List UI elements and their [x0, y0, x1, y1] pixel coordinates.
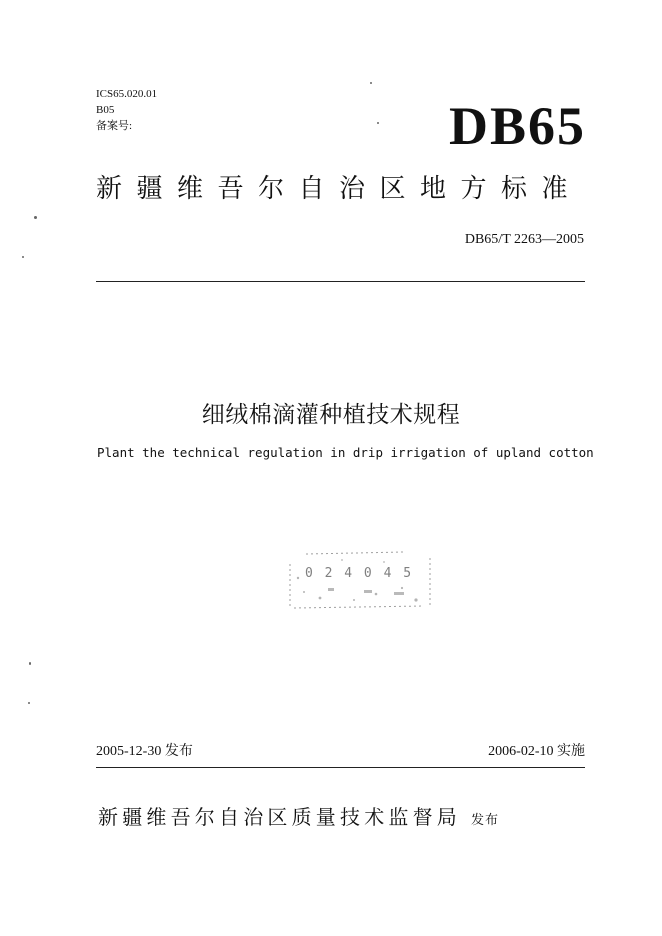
scan-speck	[34, 216, 37, 219]
header-divider	[96, 281, 585, 282]
standard-title: 新疆维吾尔自治区地方标准	[96, 174, 583, 204]
class-code: B05	[96, 104, 115, 116]
publisher-release-label: 发布	[471, 813, 500, 828]
standard-code: DB65	[448, 96, 586, 156]
scan-speck	[28, 702, 30, 704]
document-title-en: Plant the technical regulation in drip irrigation of upland cotton	[97, 445, 594, 460]
standard-number: DB65/T 2263—2005	[464, 232, 584, 247]
scan-speck	[377, 122, 379, 124]
document-title-cn: 细绒棉滴灌种植技术规程	[201, 402, 461, 428]
footer-divider	[96, 767, 585, 768]
publisher-line	[98, 802, 499, 836]
scan-speck	[22, 256, 24, 258]
record-label: 备案号:	[96, 120, 133, 132]
classification-block	[96, 86, 157, 134]
library-stamp	[284, 548, 434, 610]
scan-speck	[29, 662, 31, 665]
publisher-organization: 新疆维吾尔自治区质量技术监督局	[98, 805, 461, 829]
scan-speck	[370, 82, 372, 84]
issue-date: 2005-12-30 发布	[96, 744, 193, 759]
stamp-number: 0 2 4 0 4 5	[304, 566, 414, 581]
implementation-date: 2006-02-10 实施	[488, 744, 585, 759]
ics-code: ICS65.020.01	[96, 88, 158, 100]
